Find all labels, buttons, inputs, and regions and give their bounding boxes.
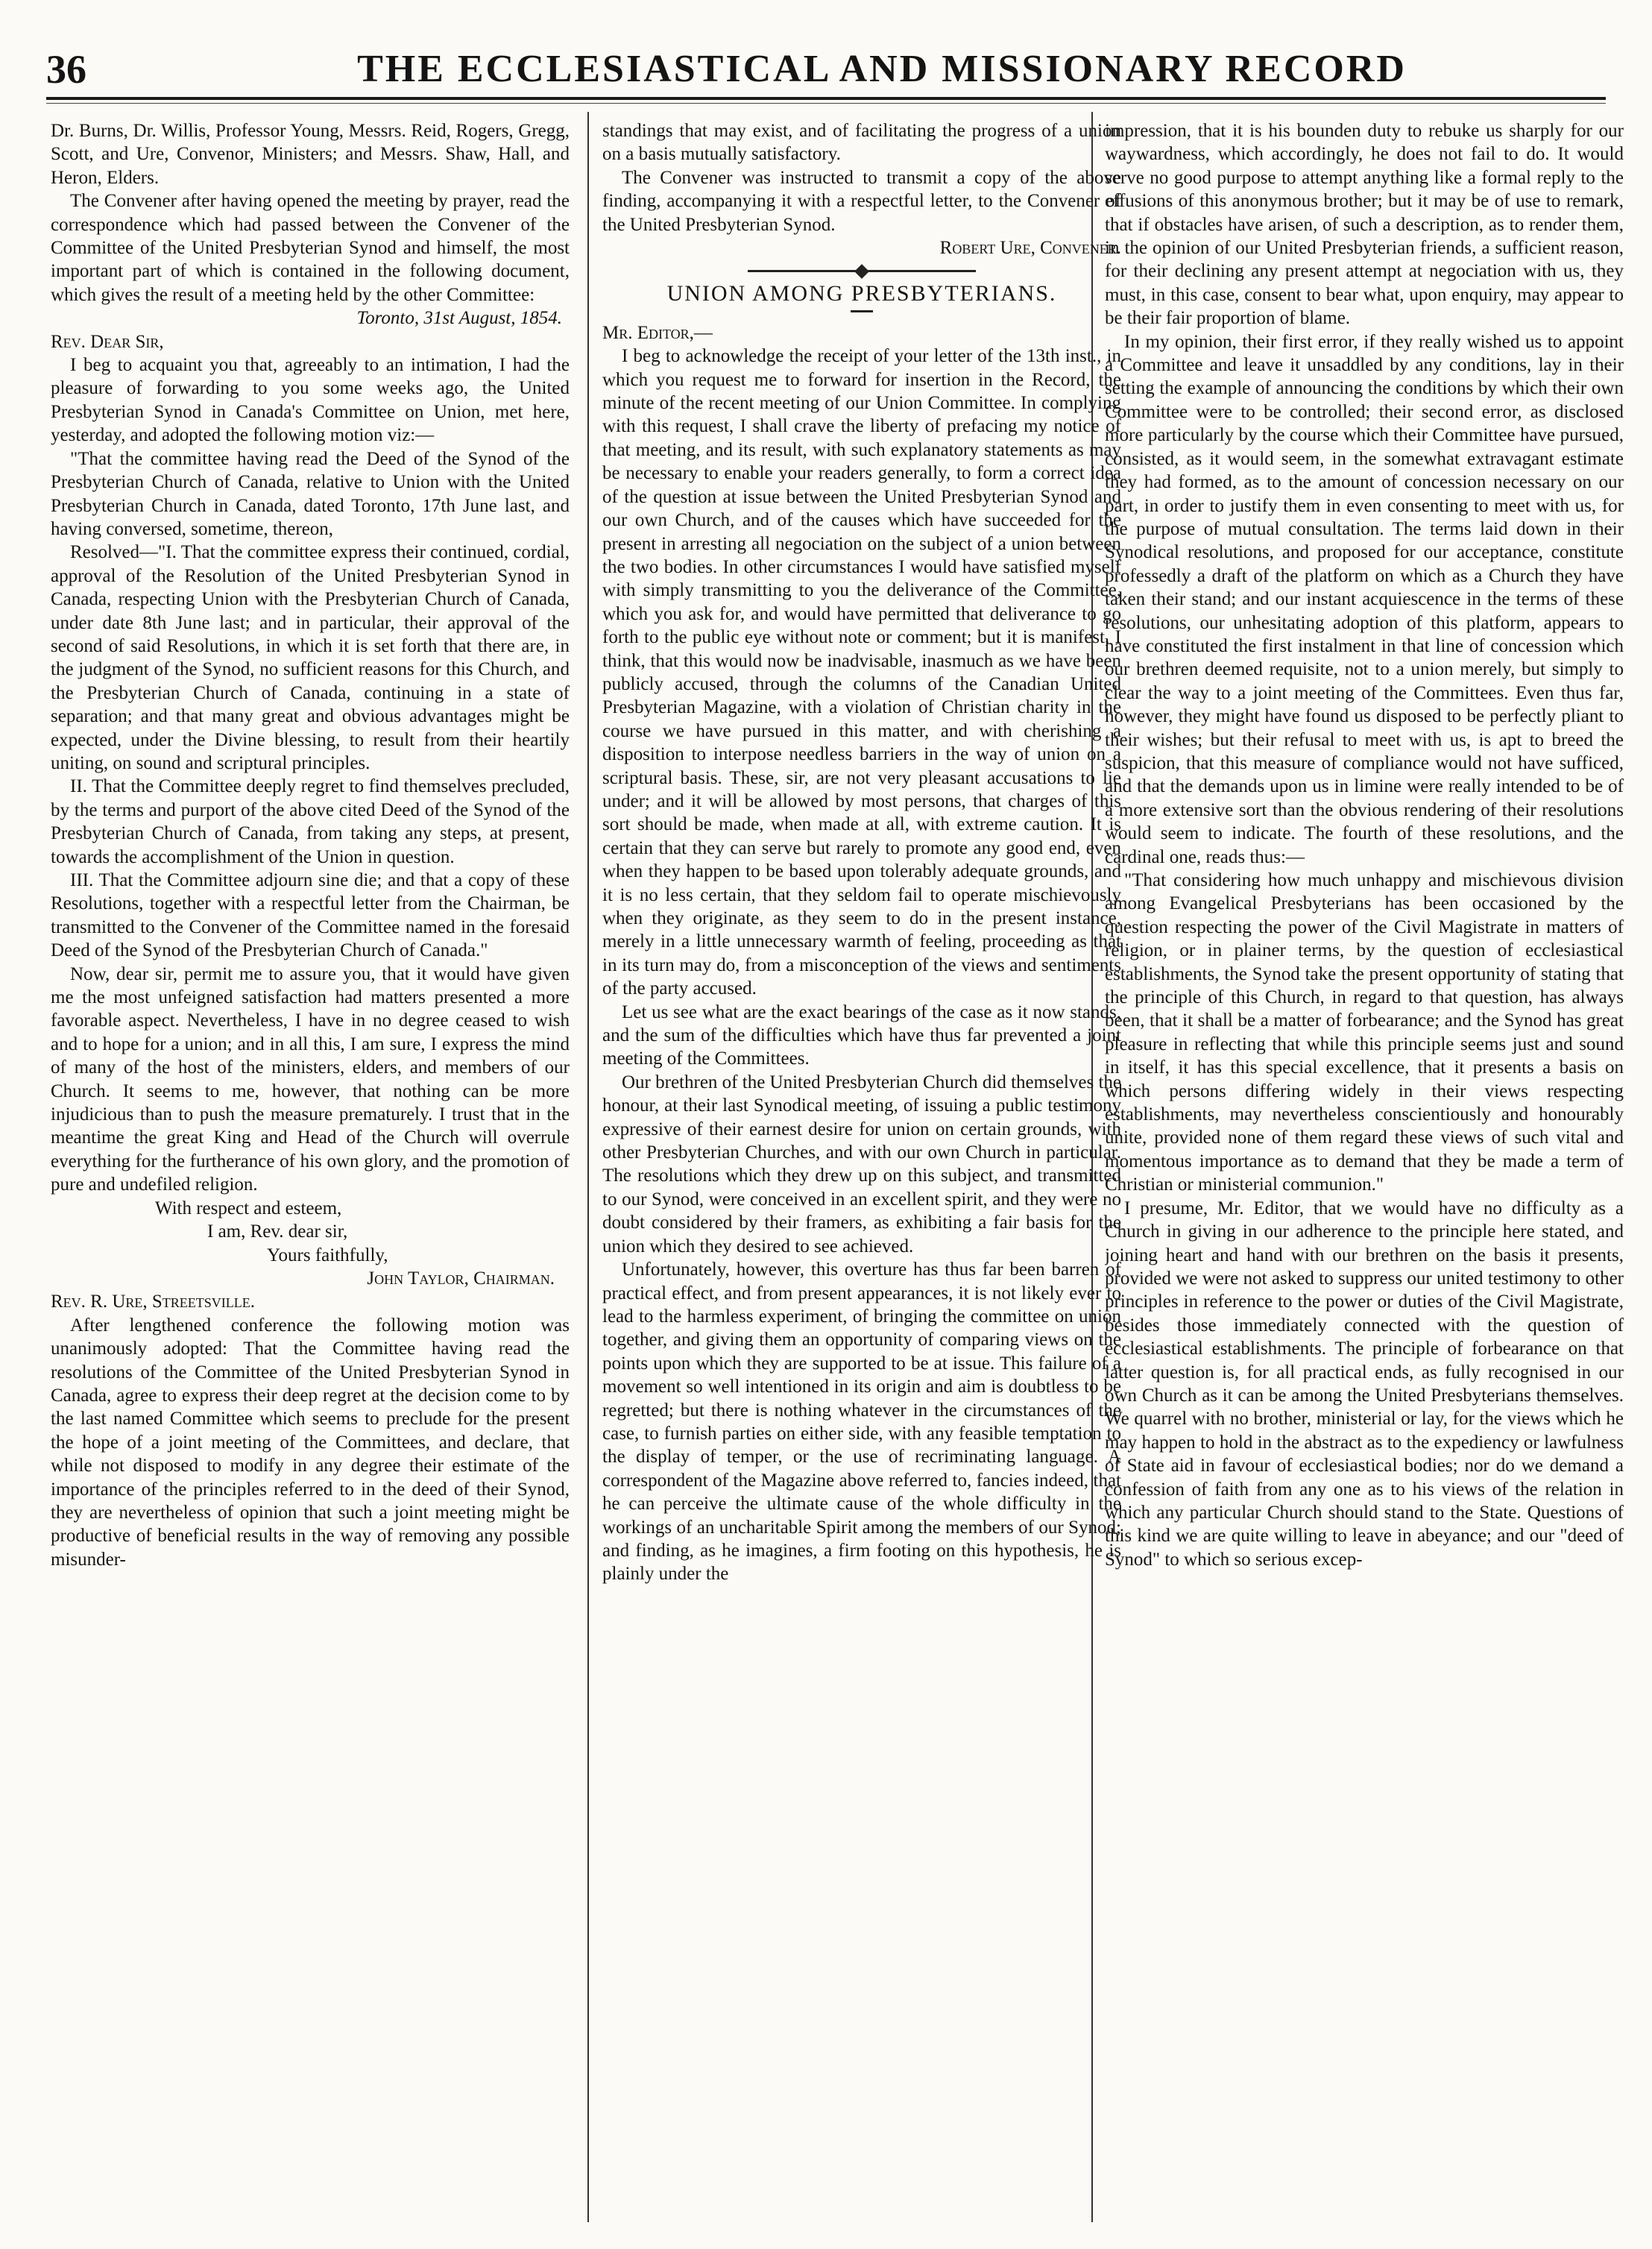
page-number: 36 — [46, 47, 86, 92]
paragraph: Unfortunately, however, this overture has thus far been barren of practical effect, and from present appearances, it is not likely ever to lead to the harmless experiment, of bringing the committee on union together, and giving them an opportunity of comparing views on the points upon which they are supported to be at issue. This failure of a movement so well intentioned in its origin and aim is doubtless to be regretted; but there is nothing whatever in the circumstances of the case, to furnish parties on either side, with any feasible temptation to the display of temper, or the use of recriminating language. A correspondent of the Magazine above referred to, fancies indeed, that he can perceive the ultimate cause of the whole difficulty in the workings of an uncharitable Spirit among the members of our Synod; and finding, as he imagines, a firm footing on this hypothesis, he is plainly under the — [602, 1259, 1121, 1585]
paragraph: I beg to acknowledge the receipt of your letter of the 13th inst., in which you request me to forward for insertion in the Record, the minute of the recent meeting of our Union Committee. In complying with this request, I shall crave the liberty of prefacing my notice of that meeting, and its result, with such explanatory statements as may be necessary to enable your readers generally, to form a correct idea of the question at issue between the United Presbyterian Synod and our own Church, and of the causes which have succeeded for the present in arresting all negociation on the subject of a union between the two bodies. In other circumstances I would have satisfied myself with simply transmitting to you the deliverance of the Committee, which you ask for, and would have permitted that deliverance to go forth to the public eye without note or comment; but it is manifest, I think, that this would now be inadvisable, inasmuch as we have been publicly accused, through the columns of the Canadian United Presbyterian Magazine, with a violation of Christian charity in the course we have pursued in this matter, and with cherishing a disposition to interpose needless barriers in the way of union on a scriptural basis. These, sir, are not very pleasant accusations to lie under; and it will be allowed by most persons, that charges of this sort should be made, when made at all, with extreme caution. It is certain that they can serve but rarely to promote any good end, even when they happen to be based upon tolerably adequate grounds, and it is no less certain, that they seldom fail to operate mischievously when they originate, as they seem to do in the present instance, merely in a little unnecessary warmth of feeling, proceeding as that in its turn may do, from a misconception of the views and sentiments of the party accused. — [602, 346, 1121, 999]
column-1 — [51, 119, 570, 2222]
signature: Robert Ure, Convener. — [939, 238, 1121, 259]
header-rule — [46, 97, 1606, 100]
closing-line: Yours faithfully, — [267, 1245, 388, 1265]
salutation: Rev. Dear Sir, — [51, 331, 164, 352]
paragraph: Resolved—"I. That the committee express their continued, cordial, approval of the Resolution of the United Presbyterian Synod in Canada, respecting Union with the Presbyterian Church of Canada, under date 8th June last; and in particular, their approval of the second of said Resolutions, in which it is set forth that there are, in the judgment of the Synod, no sufficient reasons for this Church, and the Presbyterian Church of Canada, continuing in a state of separation; and that many great and obvious advantages might be expected, under the Divine blessing, to result from their heartily uniting, on sound and scriptural principles. — [51, 542, 570, 773]
heading-rule — [851, 310, 873, 312]
paragraph: After lengthened conference the following motion was unanimously adopted: That the Committee having read the resolutions of the Committee of the United Presbyterian Synod in Canada, agree to express their deep regret at the decision come to by the last named Committee which seems to preclude for the present the hope of a joint meeting of the Committees, and declare, that while not disposed to modify in any degree their estimate of the importance of the principles referred to in the deed of their Synod, they are nevertheless of opinion that such a joint meeting might be productive of beneficial results in the way of removing any possible misunder- — [51, 1315, 570, 1570]
closing-line: I am, Rev. dear sir, — [207, 1221, 348, 1242]
dateline: Toronto, 31st August, 1854. — [356, 308, 562, 329]
paragraph: Our brethren of the United Presbyterian Church did themselves the honour, at their last Synodical meeting, of issuing a public testimony expressive of their earnest desire for union on certain grounds, with other Presbyterian Churches, and with our own Church in particular. The resolutions which they drew up on this subject, and transmitted to our Synod, were conceived in an excellent spirit, and they were no doubt considered by their framers, as exhibiting a fair basis for the union which they desired to see achieved. — [602, 1072, 1121, 1256]
quoted-paragraph: "That the committee having read the Deed of the Synod of the Presbyterian Church of Canada, relative to Union with the United Presbyterian Church in Canada, dated Toronto, 17th June last, and having conversed, sometime, thereon, — [51, 448, 570, 539]
column-2 — [602, 119, 1121, 2222]
paragraph: Let us see what are the exact bearings of the case as it now stands, and the sum of the difficulties which have thus far prevented a joint meeting of the Committees. — [602, 1001, 1121, 1069]
paragraph: The Convener was instructed to transmit a copy of the above finding, accompanying it with a respectful letter, to the Convener of the United Presbyterian Synod. — [602, 167, 1121, 235]
header-rule-thin — [46, 103, 1606, 104]
quoted-paragraph: "That considering how much unhappy and mischievous division among Evangelical Presbyterians has been occasioned by the question respecting the power of the Civil Magistrate in matters of religion, or in plainer terms, by the question of ecclesiastical establishments, the Synod take the present opportunity of stating that the principle of this Church, in regard to that question, has always been, that it shall be a matter of forbearance; and the Synod has great pleasure in reflecting that while this principle seems just and sound in itself, it has this special excellence, that it presents a basis on which persons differing widely in their views respecting establishments, may nevertheless conscientiously and honourably unite, provided none of them regard these views of such vital and momentous importance as to demand that they be made a term of Christian or ministerial communion." — [1105, 870, 1624, 1195]
page-header — [46, 43, 1606, 95]
paragraph: In my opinion, their first error, if they really wished us to appoint a Committee and leave it unsaddled by any conditions, lay in their setting the example of announcing the conditions by which their own Committee were to be controlled; their second error, as disclosed more particularly by the course which their Committee have pursued, consisted, as it would seem, in the somewhat extravagant estimate they had formed, as to the amount of concession necessary on our part, in order to justify them in even consenting to meet with us, for the purpose of mutual consultation. The terms laid down in their Synodical resolutions, and proposed for our acceptance, constitute professedly a draft of the platform on which as a Church they have taken their stand; and our instant acquiescence in the terms of these resolutions, our unhesitating adoption of this platform, appears to have constituted the first instalment in that line of concession which our brethren deemed requisite, not to a union merely, but simply to clear the way to a joint meeting of the Committees. Even thus far, however, they might have found us disposed to be perfectly pliant to their wishes; but their refusal to meet with us, is apt to breed the suspicion, that this measure of compliance would not have sufficed, and that the demands upon us in limine were really intended to be of a more extensive sort than the obvious rendering of their resolutions would seem to indicate. The fourth of these resolutions, and the cardinal one, reads thus:— — [1105, 331, 1624, 867]
paragraph: III. That the Committee adjourn sine die; and that a copy of these Resolutions, together with a respectful letter from the Chairman, be transmitted to the Convener of the Committee named in the foresaid Deed of the Synod of the Presbyterian Church of Canada." — [51, 870, 570, 961]
section-ornament — [602, 262, 1121, 277]
paragraph: standings that may exist, and of facilitating the progress of a union on a basis mutually satisfactory. — [602, 121, 1121, 165]
running-title: THE ECCLESIASTICAL AND MISSIONARY RECORD — [357, 48, 1407, 90]
paragraph: I beg to acquaint you that, agreeably to an intimation, I had the pleasure of forwarding to you some weeks ago, the United Presbyterian Synod in Canada's Committee on Union, met here, yesterday, and adopted the following motion viz:— — [51, 355, 570, 446]
paragraph: I presume, Mr. Editor, that we would have no difficulty as a Church in giving in our adherence to the principle here stated, and joining heart and hand with our brethren on the basis it presents, provided we were not asked to suppress our united testimony to other principles in reference to the power or duties of the Civil Magistrate, besides those immediately connected with the question of ecclesiastical establishments. The principle of forbearance on that latter question is, for all practical ends, as fully recognised in our own Church as it can be among the United Presbyterians themselves. We quarrel with no brother, ministerial or lay, for the views which he may happen to hold in the abstract as to the expediency or lawfulness of State aid in favour of ecclesiastical bodies; nor do we demand a confession of faith from any one as to his views of the relation in which any particular Church should stand to the State. Questions of this kind we are quite willing to leave in abeyance; and our "deed of Synod" to which so serious excep- — [1105, 1198, 1624, 1570]
paragraph: The Convener after having opened the meeting by prayer, read the correspondence which had passed between the Convener of the Committee of the United Presbyterian Synod and himself, the most important part of which is contained in the following document, which gives the result of a meeting held by the other Committee: — [51, 191, 570, 305]
column-divider — [587, 112, 589, 2222]
paragraph: Now, dear sir, permit me to assure you, that it would have given me the most unfeigned satisfaction had matters presented a more favorable aspect. Nevertheless, I have in no degree ceased to wish and to hope for a union; and in all this, I am sure, I express the mind of many of the host of the ministers, elders, and members of our Church. It seems to me, however, that nothing can be more injudicious than to push the measure prematurely. I trust that in the meantime the great King and Head of the Church will overrule everything for the furtherance of his own glory, and the promotion of pure and undefiled religion. — [51, 963, 570, 1195]
closing-line: With respect and esteem, — [155, 1198, 342, 1218]
signature: John Taylor, Chairman. — [367, 1268, 555, 1289]
section-heading: UNION AMONG PRESBYTERIANS. — [666, 281, 1057, 306]
paragraph: impression, that it is his bounden duty to rebuke us sharply for our waywardness, which accordingly, he does not fail to do. It would serve no good purpose to attempt anything like a formal reply to the effusions of this anonymous brother; but it may be of use to remark, that if obstacles have arisen, of such a description, as to render them, in the opinion of our United Presbyterian friends, a sufficient reason, for their declining any present attempt at negociation with us, they must, in this case, consent to bear what, upon enquiry, may appear to be their fair proportion of blame. — [1105, 121, 1624, 329]
paragraph: Dr. Burns, Dr. Willis, Professor Young, Messrs. Reid, Rogers, Gregg, Scott, and Ure, Convenor, Ministers; and Messrs. Shaw, Hall, and Heron, Elders. — [51, 121, 570, 188]
salutation: Mr. Editor,— — [602, 322, 713, 343]
column-3 — [1105, 119, 1624, 2222]
addressee: Rev. R. Ure, Streetsville. — [51, 1292, 256, 1312]
paragraph: II. That the Committee deeply regret to find themselves precluded, by the terms and purport of the above cited Deed of the Synod of the Presbyterian Church of Canada, from taking any steps, at present, towards the accomplishment of the Union in question. — [51, 776, 570, 867]
